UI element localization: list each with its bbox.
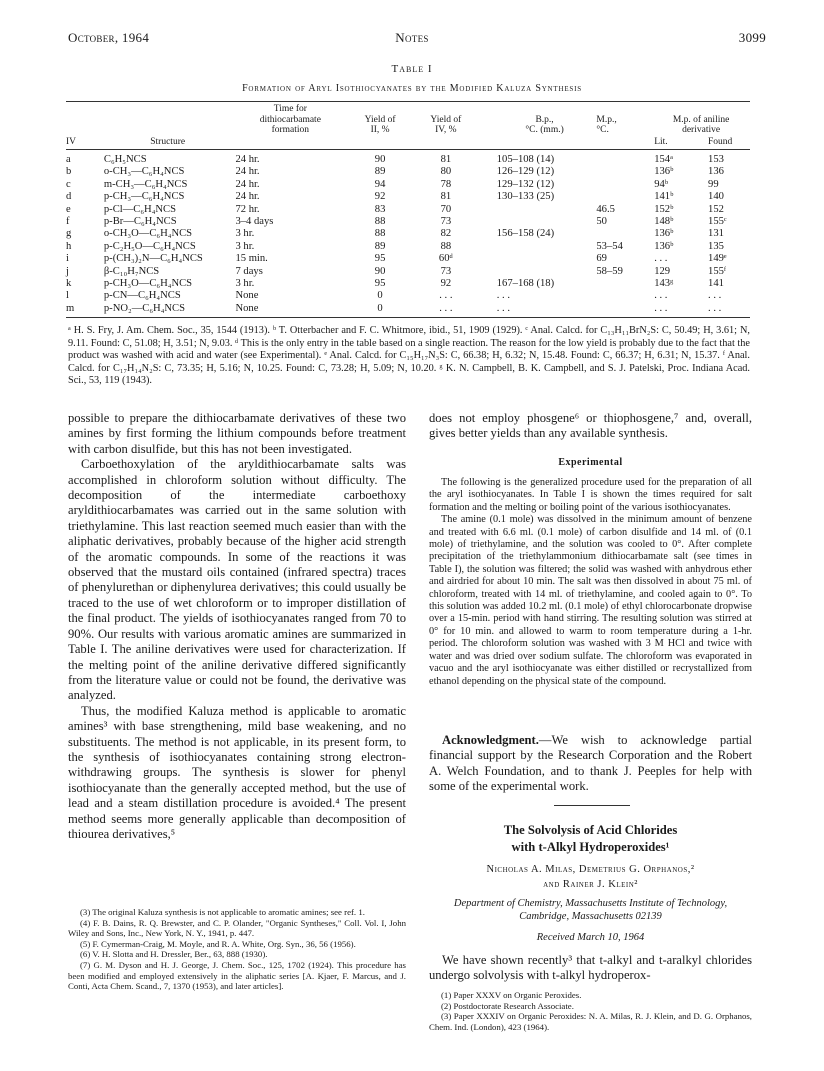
experimental-heading: Experimental [558, 457, 623, 468]
table-cell-lit: 154ᵃ [654, 154, 673, 165]
table-cell-id: h [66, 240, 72, 252]
table-cell-id: a [66, 154, 71, 165]
table-cell-yield-iv: . . . [413, 303, 479, 318]
table-cell-time: 15 min. [235, 253, 268, 265]
table-cell-yield-iv: 88 [440, 240, 452, 252]
table-cell-found: . . . [706, 303, 750, 318]
table-cell-id: m [66, 303, 102, 318]
footnote: (4) F. B. Dains, R. Q. Brewster, and C. P. Olander, "Organic Syntheses," Coll. Vol. I, John Wiley and Sons, Inc., New York, N. Y., 1941, p. 447. [68, 917, 406, 939]
col-header-bp: B.p., °C. (mm.) [525, 114, 564, 135]
table-cell-mp [594, 278, 652, 290]
received-date: Received March 10, 1964 [536, 932, 645, 943]
table-cell-yield-ii: 88 [374, 228, 386, 240]
running-header-section: Notes [395, 30, 429, 45]
table-row [66, 216, 750, 228]
running-header-date: October, 1964 [68, 30, 150, 45]
table-cell-lit: 148ᵇ [654, 216, 674, 228]
table-cell-bp: 105–108 (14) [496, 154, 555, 165]
table-cell-id: d [66, 191, 72, 203]
table-cell-yield-iv: 78 [440, 178, 452, 190]
table-cell-yield-iv: 60ᵈ [438, 253, 453, 265]
table-cell-yield-iv: 82 [440, 228, 452, 240]
table-cell-time: 3 hr. [235, 240, 255, 252]
table-cell-yield-ii: 0 [377, 290, 383, 302]
table-cell-time: 3 hr. [235, 278, 255, 290]
article-affiliation: Department of Chemistry, Massachusetts Institute of Technology, Cambridge, Massachusetts 02139 [453, 898, 728, 923]
col-header-lit: Lit. [652, 137, 706, 150]
table-cell-mp [594, 191, 652, 203]
table-cell-yield-iv: 81 [440, 154, 452, 165]
table-cell-found: 152 [708, 203, 724, 215]
table-cell-time: None [233, 303, 347, 318]
table-cell-structure: p-C₂H₅O—C₆H₄NCS [103, 240, 196, 252]
table-cell-structure: o-CH₃—C₆H₄NCS [103, 166, 185, 178]
table-cell-yield-iv: . . . [439, 290, 453, 302]
col-header-yield-iv: Yield of IV, % [430, 114, 462, 135]
table-cell-id: l [66, 290, 69, 302]
table-cell-bp: 167–168 (18) [496, 278, 555, 290]
table-cell-id: c [66, 178, 71, 190]
table-cell-structure: o-CH₃O—C₆H₄NCS [103, 228, 193, 240]
isothiocyanate-table [66, 101, 750, 318]
table-cell-found: 153 [708, 154, 724, 165]
col-header-yield-ii: Yield of II, % [364, 114, 396, 135]
footnote: (3) The original Kaluza synthesis is not applicable to aromatic amines; see ref. 1. [80, 907, 365, 917]
table-cell-yield-ii: 83 [374, 203, 386, 215]
table-cell-mp: 50 [596, 216, 607, 228]
table-cell-time: 24 hr. [235, 178, 260, 190]
table-cell-yield-ii: 95 [374, 253, 386, 265]
table-cell-found: 135 [708, 240, 724, 252]
footnote: (1) Paper XXXV on Organic Peroxides. [441, 990, 582, 1000]
table-cell-structure: m-CH₃—C₆H₄NCS [103, 178, 188, 190]
table-cell-time: 24 hr. [235, 166, 260, 178]
table-cell-yield-ii: 0 [347, 303, 413, 318]
table-footnotes: ᵃ H. S. Fry, J. Am. Chem. Soc., 35, 1544 (1913). ᵇ T. Otterbacher and F. C. Whitmore, ibid., 51, 1909 (1929). ᶜ Anal. Calcd. for C₁₃H₁₁BrN₂S: C, 50.49; H, 3.61; N, 9.11. Found: C, 51.08; H, 3.51; N, 9.03. ᵈ This is the only entry in the table based on a single reaction. The reason for the low yield is probably due to the fact that the product was washed with acid and water (see Experimental). ᵉ Anal. Calcd. for C₁₅H₁₇N₃S: C, 66.38; H, 6.32; N, 15.48. Found: C, 66.37; H, 6.31; N, 15.37. ᶠ Anal. Calcd. for C₁₇H₁₄N₂S: C, 73.35; H, 5.16; N, 10.25. Found: C, 73.28; H, 5.09; N, 10.20. ᵍ K. N. Campbell, B. K. Campbell, and S. J. Patelski, Proc. Indiana Acad. Sci., 53, 119 (1943). [68, 325, 750, 387]
table-cell-mp: 69 [596, 253, 607, 265]
col-header-aniline: M.p. of aniline derivative [672, 114, 730, 135]
article-title: The Solvolysis of Acid Chlorides with t-Alkyl Hydroperoxides¹ [503, 823, 678, 854]
acknowledgment [429, 733, 752, 795]
table-cell-yield-iv: 70 [440, 203, 452, 215]
paragraph: Thus, the modified Kaluza method is applicable to aromatic amines³ with base strengthening, mild base weakening, and no substituents. The method is not applicable, in its present form, to the synthesis of isothiocyanates containing strong electron-withdrawing groups. The synthesis is slower for phenyl isothiocyanate than the generally accepted method, but the use of lead and a steam distillation procedure is avoided.⁴ The present method seems more generally applicable than decomposition of thiourea derivatives,⁵ [68, 703, 406, 841]
paragraph: Carboethoxylation of the aryldithiocarbamate salts was accomplished in chloroform solution without difficulty. The decomposition of the intermediate carboethoxy aryldithiocarbamates was carried out in the same solution with triethylamine. This last reaction seemed much easier than with the aliphatic derivatives, probably because of the higher acid strength of the aromatic compounds. In some of the reactions it was observed that the mustard oils contained (infrared spectra) traces of phenylurethan or diphenylurea derivatives; this could usually be traced to the use of wet chloroform or to improper distillation of the final product. The yields of isothiocyanates ranged from 70 to 90%. Our results with various aromatic amines are summarized in Table I. The aniline derivatives were used for characterization. If the melting point of the aniline derivative differed significantly from the literature value or could not be found, the derivative was analyzed. [68, 457, 406, 703]
table-cell-id: f [66, 216, 70, 228]
article-authors: Nicholas A. Milas, Demetrius G. Orphanos,² and Rainer J. Klein² [486, 864, 695, 890]
table-cell-bp: 156–158 (24) [496, 228, 555, 240]
table-row [66, 166, 750, 178]
table-cell-time: 7 days [235, 265, 263, 277]
table-cell-mp [594, 150, 652, 167]
table-cell-bp: 126–129 (12) [496, 166, 555, 178]
table-caption: Formation of Aryl Isothiocyanates by the Modified Kaluza Synthesis [242, 83, 582, 94]
table-cell-id: e [66, 203, 71, 215]
footnote: (2) Postdoctorate Research Associate. [441, 1000, 574, 1011]
table-cell-yield-ii: 94 [374, 178, 386, 190]
table-row [66, 150, 750, 167]
table-cell-lit: 94ᵇ [654, 178, 669, 190]
table-cell-lit: . . . [652, 303, 706, 318]
right-column-intro [429, 411, 752, 442]
table-cell-mp [594, 303, 652, 318]
table-cell-found: 155ᶠ [708, 265, 727, 277]
table-cell-lit: 129 [654, 265, 671, 277]
table-cell-found: 149ᵉ [708, 253, 727, 265]
table-cell-time: 72 hr. [235, 203, 260, 215]
table-cell-yield-ii: 89 [374, 240, 386, 252]
acknowledgment-label: Acknowledgment. [442, 733, 539, 747]
table-cell-id: i [66, 253, 69, 265]
table-cell-found: 136 [708, 166, 724, 178]
table-row [66, 303, 750, 318]
table-cell-bp: 129–132 (12) [496, 178, 555, 190]
table-cell-structure: p-CH₃—C₆H₄NCS [103, 191, 185, 203]
table-cell-lit: 136ᵇ [654, 240, 674, 252]
table-cell-mp: 46.5 [596, 203, 615, 215]
table-cell-id: k [66, 278, 72, 290]
table-cell-bp [479, 216, 595, 228]
table-row [66, 191, 750, 203]
table-cell-bp [479, 266, 595, 278]
table-cell-lit: . . . [654, 290, 668, 302]
table-cell-lit: 152ᵇ [654, 203, 674, 215]
table-row [66, 204, 750, 216]
page-number: 3099 [738, 30, 766, 45]
table-cell-bp [479, 253, 595, 265]
table-row [66, 241, 750, 253]
table-cell-structure: p-Br—C₆H₄NCS [103, 216, 177, 228]
table-cell-id: j [66, 265, 69, 277]
table-cell-bp [479, 204, 595, 216]
table-cell-mp [594, 166, 652, 178]
table-cell-yield-ii: 90 [374, 154, 386, 165]
table-cell-time: 3 hr. [235, 228, 255, 240]
table-cell-lit: 136ᵇ [654, 228, 674, 240]
table-cell-structure: p-Cl—C₆H₄NCS [103, 203, 177, 215]
table-row [66, 278, 750, 290]
col-header-structure: Structure [102, 137, 234, 150]
experimental-section [429, 477, 752, 688]
table-cell-bp [479, 241, 595, 253]
article-body: We have shown recently³ that t-alkyl and t-aralkyl chlorides undergo solvolysis with t-alkyl hydroperox- [429, 953, 752, 983]
table-cell-lit: 143ᵍ [654, 278, 674, 290]
table-cell-found: . . . [708, 290, 722, 302]
footnote: (7) G. M. Dyson and H. J. George, J. Chem. Soc., 125, 1702 (1924). This procedure has been modified and employed extensively in the aliphatic series [A. Kjaer, F. Marcus, and J. Conti, Acta Chem. Scand., 7, 1370 (1953), and later articles]. [68, 959, 406, 992]
table-row [66, 228, 750, 240]
table-cell-bp: . . . [479, 303, 595, 318]
col-header-iv: IV [66, 137, 102, 150]
right-footnotes [429, 990, 752, 1032]
table-cell-yield-iv: 73 [440, 265, 452, 277]
table-cell-structure: p-CN—C₆H₄NCS [103, 290, 181, 302]
table-cell-id: g [66, 228, 72, 240]
table-row [66, 253, 750, 265]
table-cell-bp: . . . [496, 290, 510, 302]
table-cell-found: 155ᶜ [708, 216, 727, 228]
footnote: (3) Paper XXXIV on Organic Peroxides: N. A. Milas, R. J. Klein, and D. G. Orphanos, Chem. Ind. (London), 423 (1964). [429, 1011, 752, 1032]
table-cell-mp: 58–59 [596, 265, 623, 277]
table-row [66, 179, 750, 191]
table-cell-lit: . . . [654, 253, 668, 265]
table-cell-yield-ii: 90 [374, 265, 386, 277]
table-cell-bp: 130–133 (25) [496, 191, 555, 203]
table-cell-id: b [66, 166, 72, 178]
table-cell-found: 99 [708, 178, 719, 190]
table-cell-time: 24 hr. [235, 191, 260, 203]
footnote: (6) V. H. Slotta and H. Dressler, Ber., 63, 888 (1930). [80, 949, 268, 960]
section-divider [554, 805, 630, 806]
paragraph: possible to prepare the dithiocarbamate derivatives of these two amines by first forming the lithium compounds before treatment with carbon disulfide, but this has not been investigated. [68, 411, 406, 456]
table-cell-yield-ii: 88 [374, 216, 386, 228]
table-cell-yield-ii: 95 [374, 278, 386, 290]
table-cell-lit: 141ᵇ [654, 191, 674, 203]
footnote: (5) F. Cymerman-Craig, M. Moyle, and R. A. White, Org. Syn., 36, 56 (1956). [80, 938, 356, 949]
table-cell-lit: 136ᵇ [654, 166, 674, 178]
table-cell-structure: p-CH₃O—C₆H₄NCS [103, 278, 193, 290]
table-cell-found: 140 [708, 191, 724, 203]
paragraph: does not employ phosgene⁶ or thiophosgene,⁷ and, overall, gives better yields than any available synthesis. [429, 411, 752, 441]
table-cell-mp [594, 179, 652, 191]
table-row [66, 266, 750, 278]
table-cell-yield-iv: 81 [440, 191, 452, 203]
paragraph: The following is the generalized procedure used for the preparation of all the aryl isothiocyanates. In Table I is shown the times required for salt formation and the melting or boiling point of the various isothiocyanates. [429, 477, 752, 513]
table-cell-yield-iv: 92 [440, 278, 452, 290]
table-row [66, 290, 750, 302]
table-cell-time: 3–4 days [235, 216, 274, 228]
left-footnotes [68, 907, 406, 992]
acknowledgment-text: —We wish to acknowledge partial financial support by the Research Corporation and the Robert A. Welch Foundation, and to thank J. Peeples for help with some of the experimental work. [429, 733, 752, 794]
col-header-found: Found [706, 137, 750, 150]
table-cell-mp [594, 228, 652, 240]
table-cell-found: 141 [708, 278, 724, 290]
paragraph: The amine (0.1 mole) was dissolved in the minimum amount of benzene and treated with 6.6 ml. (0.1 mole) of carbon disulfide and 14 ml. of (0.1 mole) of triethylamine, and the solution was cooled to 0°. After complete precipitation of the triethylammonium dithiocarbamate salt (see times in Table I), the solution was filtered; the solid was washed with anhydrous ether and airdried for about 10 min. The salt was then dissolved in about 75 ml. of chloroform, treated with 14 ml. of triethylamine, and cooled again to 0°. To this solution was added 10.2 ml. (0.1 mole) of ethyl chlorocarbonate dropwise over a 15-min. period with hand stirring. The resulting solution was stirred at 0° for 10 min. and allowed to warm to room temperature during a 1-hr. period. The chloroform solution was washed with 3 M HCl and twice with water and was dried over sodium sulfate. The chloroform was evaporated in vacuo and the aryl isothiocyanate was either distilled or recrystallized from ethanol depending on the physical state of the compound. [429, 514, 752, 687]
table-cell-found: 131 [708, 228, 724, 240]
col-header-mp: M.p., °C. [596, 114, 617, 135]
table-cell-structure: p-NO₂—C₆H₄NCS [102, 303, 234, 318]
table-cell-structure: p-(CH₃)₂N—C₆H₄NCS [103, 253, 203, 265]
table-cell-structure: C₆H₅NCS [103, 154, 147, 165]
table-cell-yield-iv: 80 [440, 166, 452, 178]
table-cell-yield-iv: 73 [440, 216, 452, 228]
table-title: Table I [391, 63, 433, 75]
table-cell-time: 24 hr. [235, 154, 260, 165]
table-cell-structure: β-C₁₀H₇NCS [103, 265, 160, 277]
table-cell-mp [594, 290, 652, 302]
col-header-time: Time for dithiocarbamate formation [259, 104, 321, 135]
table-cell-mp: 53–54 [596, 240, 623, 252]
left-column [68, 411, 406, 842]
table-cell-yield-ii: 89 [374, 166, 386, 178]
table-cell-yield-ii: 92 [374, 191, 386, 203]
table-cell-time: None [235, 290, 259, 302]
